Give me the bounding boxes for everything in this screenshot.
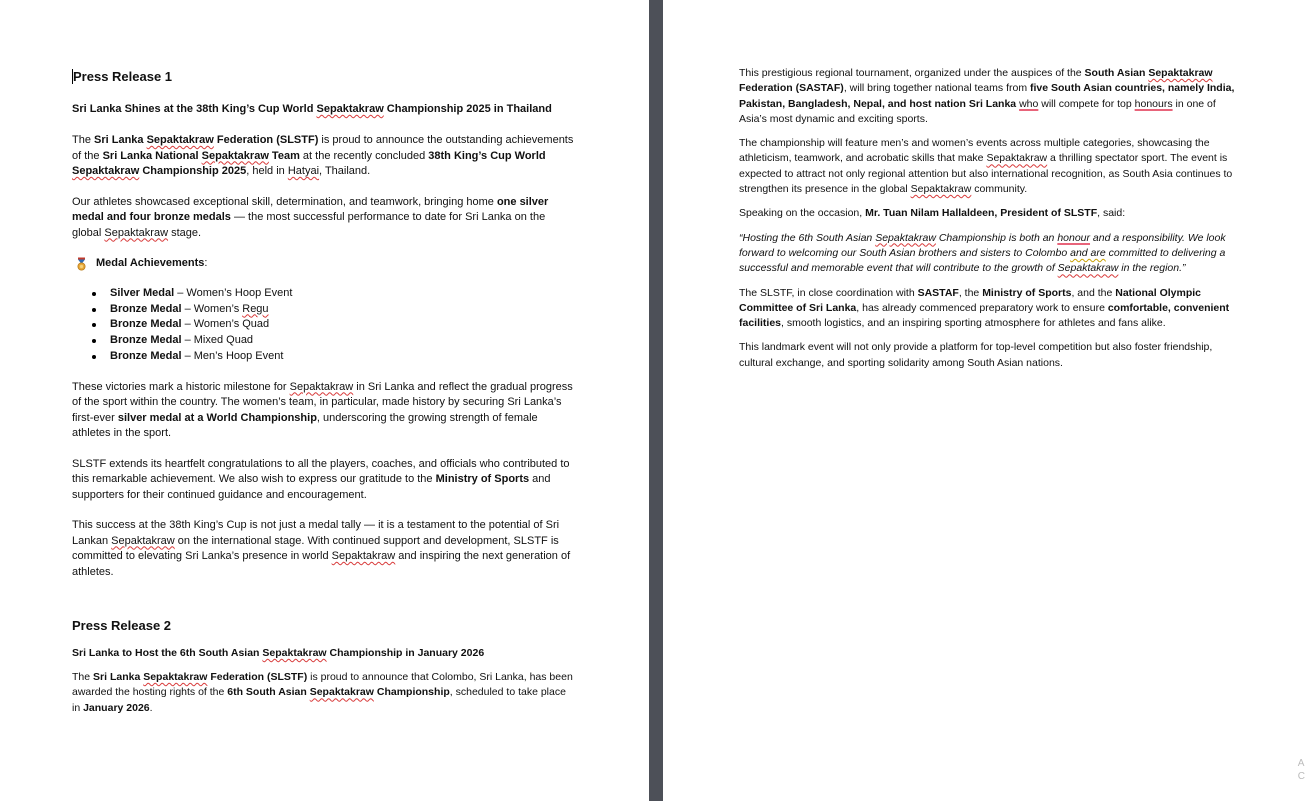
trophy-icon <box>75 257 88 271</box>
press-release-2-headline[interactable]: Sri Lanka to Host the 6th South Asian Sepaktakraw Championship in January 2026 <box>72 647 485 660</box>
release-2-paragraph-3[interactable]: The championship will feature men’s and women’s events across multiple categories, showcasing the athleticism, teamwork, and acrobatic skills that make Sepaktakraw a thrilling spectator sport. The event is expected to attract not only regional attention but also international recognition, as South Asia continues to strengthen its presence in the global Sepaktakraw community. <box>739 137 1233 196</box>
page-divider <box>649 0 663 801</box>
corner-glyphs: A C <box>1297 758 1305 782</box>
release-1-paragraph-2[interactable]: Our athletes showcased exceptional skill, determination, and teamwork, bringing home one silver medal and four bronze medals — the most successful performance to date for Sri Lanka on the global Sepaktakraw stage. <box>72 195 549 239</box>
list-item[interactable]: Bronze Medal – Men’s Hoop Event <box>90 349 577 365</box>
press-release-1-headline[interactable]: Sri Lanka Shines at the 38th King’s Cup World Sepaktakraw Championship 2025 in Thailand <box>72 103 552 115</box>
page-right-content <box>739 66 1245 371</box>
document-page-left[interactable] <box>0 0 649 801</box>
medal-achievements-heading[interactable]: Medal Achievements : <box>75 256 577 271</box>
release-1-paragraph-1[interactable]: The Sri Lanka Sepaktakraw Federation (SLSTF) is proud to announce the outstanding achievements of the Sri Lanka National Sepaktakraw Team at the recently concluded 38th King’s Cup World Sepaktakraw Championship 2025, held in Hatyai, Thailand. <box>72 134 574 177</box>
page-left-content <box>72 66 577 716</box>
list-item[interactable]: Bronze Medal – Women’s Quad <box>90 317 577 333</box>
release-1-paragraph-4[interactable]: SLSTF extends its heartfelt congratulations to all the players, coaches, and officials who contributed to this remarkable achievement. We also wish to express our gratitude to the Ministry of Sports and supporters for their continued guidance and encouragement. <box>72 457 570 501</box>
release-2-paragraph-2[interactable]: This prestigious regional tournament, organized under the auspices of the South Asian Sepaktakraw Federation (SASTAF), will bring together national teams from five South Asian countries, namely India, Pakistan, Bangladesh, Nepal, and host nation Sri Lanka who will compete for top honours in one of Asia’s most dynamic and exciting sports. <box>739 67 1235 125</box>
press-release-2-title[interactable]: Press Release 2 <box>72 618 172 634</box>
president-quote[interactable]: “Hosting the 6th South Asian Sepaktakraw Championship is both an honour and a responsibility. We look forward to welcoming our South Asian brothers and sisters to Colombo and are committed to delivering a successful and memorable event that will contribute to the growth of Sepaktakraw in the region.” <box>739 231 1226 275</box>
release-2-paragraph-1[interactable]: The Sri Lanka Sepaktakraw Federation (SLSTF) is proud to announce that Colombo, Sri Lanka, has been awarded the hosting rights of the 6th South Asian Sepaktakraw Championship, scheduled to take place in January 2026. <box>72 671 573 714</box>
list-item[interactable]: Silver Medal – Women’s Hoop Event <box>90 286 577 302</box>
list-item[interactable]: Bronze Medal – Women’s Regu <box>90 302 577 318</box>
release-2-paragraph-4[interactable]: Speaking on the occasion, Mr. Tuan Nilam Hallaldeen, President of SLSTF, said: <box>739 207 1126 220</box>
document-page-right[interactable] <box>663 0 1307 801</box>
release-2-paragraph-6[interactable]: This landmark event will not only provide a platform for top-level competition but also foster friendship, cultural exchange, and sporting solidarity among South Asian nations. <box>739 341 1213 369</box>
medal-list <box>90 286 577 365</box>
list-item[interactable]: Bronze Medal – Mixed Quad <box>90 333 577 349</box>
release-1-paragraph-5[interactable]: This success at the 38th King’s Cup is not just a medal tally — it is a testament to the potential of Sri Lankan Sepaktakraw on the international stage. With continued support and development, SLSTF is committed to elevating Sri Lanka’s presence in world Sepaktakraw and inspiring the next generation of athletes. <box>72 519 571 578</box>
release-1-paragraph-3[interactable]: These victories mark a historic milestone for Sepaktakraw in Sri Lanka and reflect the gradual progress of the sport within the country. The women’s team, in particular, made history by securing Sri Lanka’s first-ever silver medal at a World Championship, underscoring the growing strength of female athletes in the sport. <box>72 380 573 440</box>
press-release-1-title[interactable]: Press Release 1 <box>73 69 173 84</box>
release-2-paragraph-5[interactable]: The SLSTF, in close coordination with SASTAF, the Ministry of Sports, and the National Olympic Committee of Sri Lanka, has already commenced preparatory work to ensure comfortable, convenient facilities, smooth logistics, and an inspiring sporting atmosphere for athletes and fans alike. <box>739 286 1230 330</box>
